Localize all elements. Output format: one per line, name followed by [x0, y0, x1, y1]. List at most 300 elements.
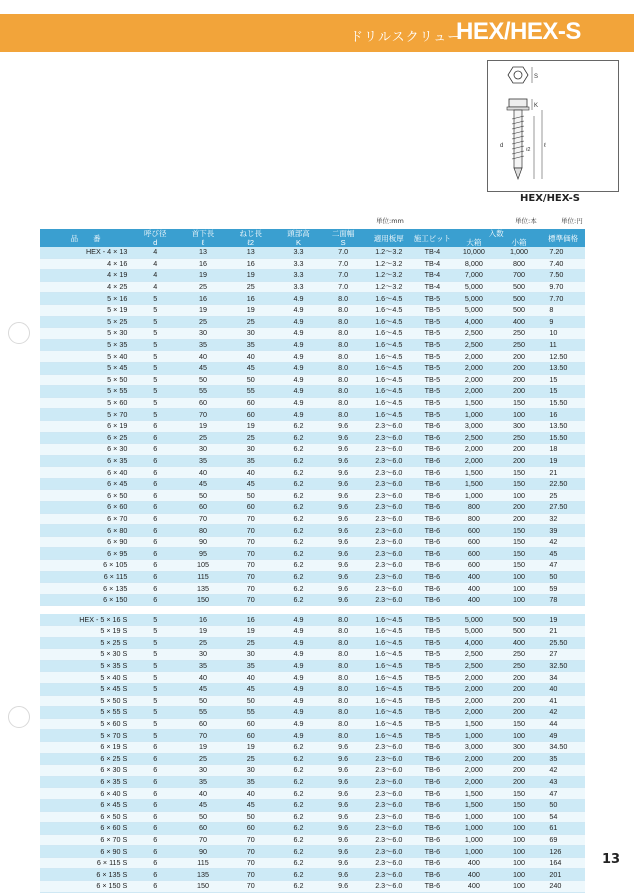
table-cell: 2.3～6.0: [364, 455, 414, 467]
table-cell: 9.6: [322, 741, 364, 753]
table-cell: TB-6: [414, 869, 451, 881]
table-cell: 5 × 45 S: [40, 683, 131, 695]
table-cell: 100: [497, 834, 542, 846]
table-cell: 47: [541, 788, 585, 800]
table-cell: 6: [131, 490, 179, 502]
table-row: [40, 397, 585, 409]
table-cell: 1,500: [451, 397, 497, 409]
table-cell: 19: [179, 270, 227, 282]
table-cell: 2.3～6.0: [364, 594, 414, 606]
table-cell: 2.3～6.0: [364, 765, 414, 777]
table-cell: 25: [179, 432, 227, 444]
table-cell: 5,000: [451, 293, 497, 305]
table-cell: TB-5: [414, 362, 451, 374]
table-cell: 2.3～6.0: [364, 548, 414, 560]
table-cell: 25: [179, 316, 227, 328]
table-row: [40, 869, 585, 881]
table-cell: TB-5: [414, 672, 451, 684]
table-cell: 6 × 25: [40, 432, 131, 444]
table-cell: 5 × 19: [40, 304, 131, 316]
table-cell: 35: [179, 660, 227, 672]
table-cell: 6: [131, 420, 179, 432]
table-cell: 25: [227, 281, 275, 293]
table-cell: 4.9: [275, 637, 323, 649]
table-cell: TB-5: [414, 316, 451, 328]
table-cell: 105: [179, 560, 227, 572]
table-cell: 8.0: [322, 409, 364, 421]
table-cell: 30: [179, 649, 227, 661]
table-cell: 6: [131, 799, 179, 811]
table-cell: 2.3～6.0: [364, 444, 414, 456]
table-cell: 5: [131, 672, 179, 684]
table-row: [40, 478, 585, 490]
table-cell: 2,000: [451, 362, 497, 374]
table-cell: 1,000: [451, 846, 497, 858]
table-row: [40, 560, 585, 572]
table-cell: 150: [497, 548, 542, 560]
table-cell: 4.9: [275, 362, 323, 374]
table-row: [40, 467, 585, 479]
table-cell: 400: [451, 594, 497, 606]
table-cell: 200: [497, 455, 542, 467]
table-cell: 200: [497, 753, 542, 765]
table-cell: TB-5: [414, 328, 451, 340]
table-cell: 70: [227, 846, 275, 858]
table-cell: 60: [227, 409, 275, 421]
table-cell: 5 × 16: [40, 293, 131, 305]
table-cell: 1.6～4.5: [364, 683, 414, 695]
table-cell: 800: [451, 513, 497, 525]
table-cell: 400: [497, 316, 542, 328]
table-cell: 35: [179, 339, 227, 351]
table-cell: 4,000: [451, 316, 497, 328]
spec-table: [40, 229, 585, 893]
table-cell: 50: [179, 811, 227, 823]
table-cell: 6.2: [275, 846, 323, 858]
table-row: [40, 351, 585, 363]
table-cell: 4: [131, 270, 179, 282]
table-cell: 70: [227, 583, 275, 595]
table-cell: 13.50: [541, 362, 585, 374]
table-cell: 5 × 70: [40, 409, 131, 421]
table-cell: 61: [541, 823, 585, 835]
table-cell: 16: [227, 293, 275, 305]
table-cell: 9.6: [322, 881, 364, 893]
table-cell: 9.70: [541, 281, 585, 293]
table-cell: 400: [451, 583, 497, 595]
table-cell: 4: [131, 258, 179, 270]
table-cell: 2.3～6.0: [364, 881, 414, 893]
table-cell: 600: [451, 560, 497, 572]
table-row: [40, 683, 585, 695]
table-cell: 5: [131, 351, 179, 363]
table-cell: 6: [131, 823, 179, 835]
table-cell: 1,500: [451, 718, 497, 730]
table-cell: 70: [227, 513, 275, 525]
table-cell: 70: [227, 525, 275, 537]
table-cell: 1.6～4.5: [364, 660, 414, 672]
header-thread-sym: ℓ2: [227, 238, 275, 247]
table-cell: 8.0: [322, 730, 364, 742]
table-cell: 800: [451, 502, 497, 514]
table-cell: 25: [227, 637, 275, 649]
table-cell: 7.40: [541, 258, 585, 270]
table-cell: 9.6: [322, 753, 364, 765]
table-cell: 6 × 40: [40, 467, 131, 479]
table-cell: TB-6: [414, 536, 451, 548]
table-row: [40, 614, 585, 625]
table-cell: 3.3: [275, 247, 323, 258]
table-cell: TB-5: [414, 649, 451, 661]
table-cell: 5 × 60: [40, 397, 131, 409]
table-cell: 4.9: [275, 614, 323, 625]
table-cell: 200: [497, 502, 542, 514]
table-cell: 2.3～6.0: [364, 490, 414, 502]
table-cell: 9.6: [322, 834, 364, 846]
table-cell: 43: [541, 776, 585, 788]
table-cell: 1,000: [451, 811, 497, 823]
table-cell: 1,000: [451, 834, 497, 846]
table-cell: 600: [451, 525, 497, 537]
table-cell: 5 × 30 S: [40, 649, 131, 661]
table-cell: 1.6～4.5: [364, 649, 414, 661]
table-cell: 6 × 60 S: [40, 823, 131, 835]
table-cell: 25: [179, 637, 227, 649]
table-cell: HEX - 4 × 13: [40, 247, 131, 258]
table-cell: 6: [131, 869, 179, 881]
table-cell: 19: [179, 420, 227, 432]
table-row: [40, 386, 585, 398]
table-cell: 70: [179, 513, 227, 525]
table-cell: 42: [541, 765, 585, 777]
table-cell: 2.3～6.0: [364, 799, 414, 811]
table-cell: 400: [451, 857, 497, 869]
table-cell: 35: [227, 660, 275, 672]
table-cell: 6.2: [275, 548, 323, 560]
table-cell: 400: [451, 869, 497, 881]
table-cell: 50: [179, 490, 227, 502]
table-cell: 8.0: [322, 695, 364, 707]
table-cell: 50: [541, 571, 585, 583]
table-cell: 5 × 60 S: [40, 718, 131, 730]
table-cell: 1.6～4.5: [364, 362, 414, 374]
table-cell: 6: [131, 846, 179, 858]
table-cell: 5 × 70 S: [40, 730, 131, 742]
table-cell: 2.3～6.0: [364, 502, 414, 514]
table-cell: 13.50: [541, 420, 585, 432]
table-cell: 6: [131, 467, 179, 479]
table-row: [40, 316, 585, 328]
table-row: [40, 846, 585, 858]
table-cell: 55: [179, 386, 227, 398]
table-cell: 42: [541, 707, 585, 719]
table-cell: 6 × 50 S: [40, 811, 131, 823]
table-cell: 6: [131, 834, 179, 846]
header-thread: ねじ長: [227, 229, 275, 238]
table-cell: TB-6: [414, 525, 451, 537]
table-cell: 8.0: [322, 707, 364, 719]
table-cell: 4.9: [275, 707, 323, 719]
table-cell: 100: [497, 730, 542, 742]
table-cell: 6.2: [275, 765, 323, 777]
table-cell: 50: [227, 374, 275, 386]
table-cell: 45: [227, 683, 275, 695]
table-cell: 8.0: [322, 328, 364, 340]
table-cell: 6.2: [275, 525, 323, 537]
table-cell: 500: [497, 281, 542, 293]
table-cell: 4 × 16: [40, 258, 131, 270]
label-d: d: [500, 143, 504, 149]
table-cell: 100: [497, 881, 542, 893]
table-cell: 2.3～6.0: [364, 571, 414, 583]
table-cell: 4.9: [275, 718, 323, 730]
table-cell: 70: [179, 834, 227, 846]
table-cell: TB-6: [414, 444, 451, 456]
table-cell: 6 × 45: [40, 478, 131, 490]
table-cell: 45: [227, 799, 275, 811]
title-banner: [0, 14, 634, 52]
table-cell: 40: [179, 672, 227, 684]
table-cell: 30: [227, 328, 275, 340]
table-cell: 2,000: [451, 374, 497, 386]
table-cell: 70: [227, 881, 275, 893]
table-cell: 4: [131, 281, 179, 293]
table-cell: 7.50: [541, 270, 585, 282]
table-cell: 6 × 115 S: [40, 857, 131, 869]
table-cell: 6: [131, 741, 179, 753]
table-cell: 6: [131, 525, 179, 537]
table-cell: 40: [227, 788, 275, 800]
table-cell: TB-5: [414, 718, 451, 730]
table-cell: 200: [497, 707, 542, 719]
table-cell: 300: [497, 741, 542, 753]
table-cell: 4.9: [275, 672, 323, 684]
table-row: [40, 420, 585, 432]
table-cell: 200: [497, 695, 542, 707]
unit-length: 単位:mm: [376, 217, 404, 225]
table-cell: 9.6: [322, 455, 364, 467]
header-price: 標準価格: [541, 229, 585, 247]
table-cell: TB-6: [414, 823, 451, 835]
table-cell: 126: [541, 846, 585, 858]
table-cell: 5 × 45: [40, 362, 131, 374]
table-cell: TB-6: [414, 467, 451, 479]
table-cell: 2.3～6.0: [364, 478, 414, 490]
header-head: 頭部高: [275, 229, 323, 238]
table-cell: 200: [497, 362, 542, 374]
table-cell: 6: [131, 502, 179, 514]
table-cell: 3,000: [451, 420, 497, 432]
table-cell: 5: [131, 397, 179, 409]
table-cell: 6.2: [275, 788, 323, 800]
table-row: [40, 513, 585, 525]
table-cell: 6: [131, 571, 179, 583]
table-cell: 2,000: [451, 444, 497, 456]
table-cell: 6: [131, 432, 179, 444]
header-name: 品 番: [40, 229, 131, 247]
table-cell: TB-5: [414, 683, 451, 695]
table-cell: 25: [179, 281, 227, 293]
table-cell: 15.50: [541, 397, 585, 409]
table-cell: 40: [227, 467, 275, 479]
table-cell: TB-5: [414, 397, 451, 409]
header-width-sym: S: [322, 238, 364, 247]
header-qty: 入数: [451, 229, 541, 238]
table-cell: 35: [179, 455, 227, 467]
table-cell: 4.9: [275, 339, 323, 351]
table-cell: TB-5: [414, 660, 451, 672]
table-cell: 4 × 19: [40, 270, 131, 282]
table-row: [40, 881, 585, 893]
table-cell: 45: [179, 478, 227, 490]
table-cell: 5: [131, 718, 179, 730]
table-cell: 5 × 40 S: [40, 672, 131, 684]
table-cell: 5: [131, 626, 179, 638]
table-cell: 6 × 70: [40, 513, 131, 525]
table-cell: 2,500: [451, 649, 497, 661]
table-cell: 45: [179, 362, 227, 374]
table-cell: 8.0: [322, 293, 364, 305]
spec-table-body: [40, 247, 585, 892]
table-cell: 5 × 25 S: [40, 637, 131, 649]
table-cell: 32.50: [541, 660, 585, 672]
label-l2: ℓ2: [526, 147, 531, 153]
table-row: [40, 788, 585, 800]
table-cell: 35: [541, 753, 585, 765]
table-cell: 25: [227, 316, 275, 328]
table-cell: 150: [497, 536, 542, 548]
table-cell: 2.3～6.0: [364, 834, 414, 846]
table-cell: 2,500: [451, 328, 497, 340]
table-cell: 6.2: [275, 560, 323, 572]
table-cell: 5 × 35 S: [40, 660, 131, 672]
table-cell: 2,500: [451, 339, 497, 351]
table-cell: 6.2: [275, 799, 323, 811]
table-cell: TB-5: [414, 707, 451, 719]
table-cell: 6.2: [275, 811, 323, 823]
table-cell: TB-6: [414, 799, 451, 811]
table-cell: 10: [541, 328, 585, 340]
table-cell: 135: [179, 869, 227, 881]
header-diameter: 呼び径: [131, 229, 179, 238]
table-cell: 19: [227, 741, 275, 753]
table-cell: 1.6～4.5: [364, 614, 414, 625]
table-cell: 5 × 35: [40, 339, 131, 351]
table-cell: 1.6～4.5: [364, 316, 414, 328]
table-cell: 80: [179, 525, 227, 537]
table-cell: 1.6～4.5: [364, 374, 414, 386]
header-head-sym: K: [275, 238, 323, 247]
table-row: [40, 695, 585, 707]
table-cell: 100: [497, 811, 542, 823]
table-cell: 6 × 70 S: [40, 834, 131, 846]
table-cell: 78: [541, 594, 585, 606]
table-cell: 12.50: [541, 351, 585, 363]
table-cell: 1.6～4.5: [364, 409, 414, 421]
table-cell: 7.20: [541, 247, 585, 258]
table-row: [40, 626, 585, 638]
table-cell: 1.6～4.5: [364, 304, 414, 316]
table-cell: 2,000: [451, 386, 497, 398]
table-cell: 22.50: [541, 478, 585, 490]
table-cell: 6 × 90 S: [40, 846, 131, 858]
table-cell: TB-5: [414, 386, 451, 398]
table-cell: 70: [227, 857, 275, 869]
table-cell: 6: [131, 811, 179, 823]
table-cell: 7.0: [322, 281, 364, 293]
table-cell: 600: [451, 548, 497, 560]
table-cell: 18: [541, 444, 585, 456]
table-cell: 8,000: [451, 258, 497, 270]
table-cell: 5 × 19 S: [40, 626, 131, 638]
table-cell: 19: [179, 626, 227, 638]
table-cell: 6.2: [275, 455, 323, 467]
table-cell: 115: [179, 571, 227, 583]
table-cell: 2,000: [451, 672, 497, 684]
table-cell: 6.2: [275, 823, 323, 835]
table-cell: 16: [179, 614, 227, 625]
table-cell: TB-6: [414, 513, 451, 525]
table-cell: 70: [179, 730, 227, 742]
table-cell: 32: [541, 513, 585, 525]
table-cell: 2.3～6.0: [364, 420, 414, 432]
table-cell: 7.0: [322, 258, 364, 270]
table-cell: 6.2: [275, 776, 323, 788]
table-cell: 6 × 135: [40, 583, 131, 595]
table-cell: 27.50: [541, 502, 585, 514]
table-cell: 5 × 55: [40, 386, 131, 398]
table-cell: 100: [497, 594, 542, 606]
table-cell: TB-6: [414, 420, 451, 432]
header-box-large: 大箱: [451, 238, 497, 247]
table-cell: 8.0: [322, 362, 364, 374]
table-cell: 4,000: [451, 637, 497, 649]
table-row: [40, 362, 585, 374]
table-cell: 60: [227, 730, 275, 742]
table-cell: 1,000: [497, 247, 542, 258]
table-row: [40, 776, 585, 788]
table-cell: 4.9: [275, 293, 323, 305]
table-cell: 8.0: [322, 351, 364, 363]
table-cell: 9: [541, 316, 585, 328]
table-cell: 2.3～6.0: [364, 776, 414, 788]
table-cell: 100: [497, 823, 542, 835]
table-cell: 9.6: [322, 846, 364, 858]
table-cell: 2.3～6.0: [364, 741, 414, 753]
table-cell: 9.6: [322, 869, 364, 881]
table-cell: 6 × 135 S: [40, 869, 131, 881]
table-cell: 6.2: [275, 594, 323, 606]
table-cell: TB-6: [414, 583, 451, 595]
table-cell: 30: [227, 765, 275, 777]
table-cell: 4.9: [275, 328, 323, 340]
table-cell: 240: [541, 881, 585, 893]
table-cell: 70: [227, 571, 275, 583]
table-cell: 5: [131, 707, 179, 719]
table-cell: 1,500: [451, 799, 497, 811]
table-cell: 5,000: [451, 614, 497, 625]
table-cell: 6.2: [275, 857, 323, 869]
table-cell: 70: [227, 548, 275, 560]
unit-price: 単位:円: [561, 217, 583, 225]
table-cell: 9.6: [322, 765, 364, 777]
table-cell: 6.2: [275, 753, 323, 765]
banner-title: HEX/HEX-S: [456, 18, 581, 45]
table-cell: 6.2: [275, 467, 323, 479]
table-cell: 60: [227, 718, 275, 730]
table-cell: TB-4: [414, 270, 451, 282]
table-cell: 6 × 115: [40, 571, 131, 583]
